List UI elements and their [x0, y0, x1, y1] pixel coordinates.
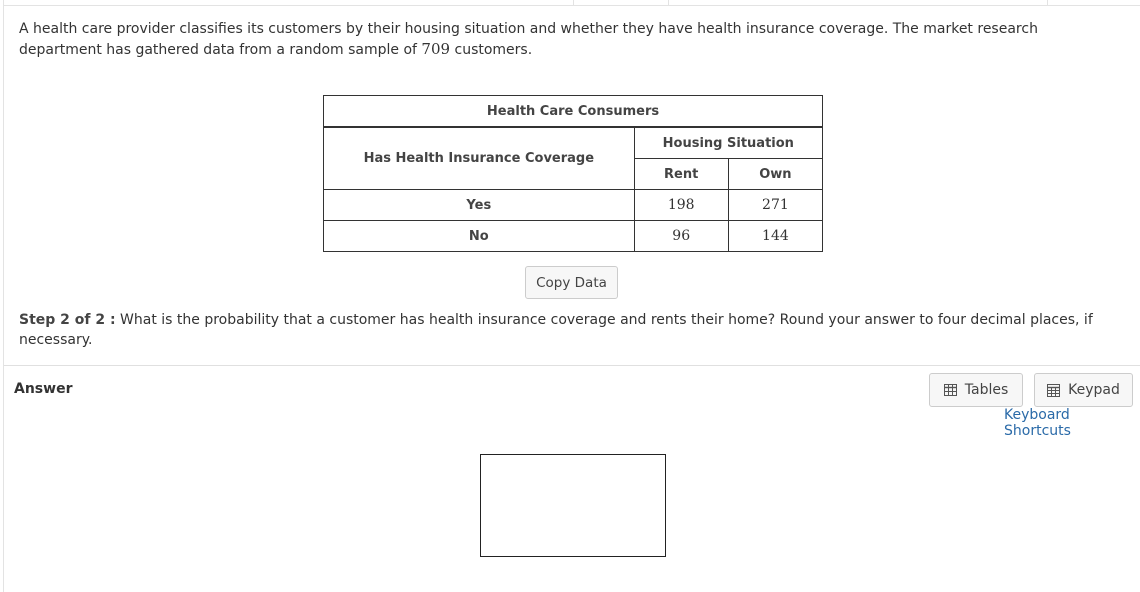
sample-size: 709: [421, 40, 451, 58]
cell-no-rent: 96: [634, 221, 728, 252]
intro-text-after: customers.: [450, 42, 533, 58]
tables-button[interactable]: [929, 373, 1023, 407]
keypad-button[interactable]: [1034, 373, 1133, 407]
col-group-header: Housing Situation: [634, 127, 822, 159]
contingency-table: [323, 95, 823, 252]
row-label-yes: Yes: [324, 190, 635, 221]
tables-label: Tables: [964, 382, 1009, 398]
cell-no-own: 144: [728, 221, 822, 252]
table-row: [324, 221, 823, 252]
row-label-no: No: [324, 221, 635, 252]
problem-intro: [19, 19, 1099, 60]
step-label: Step 2 of 2 :: [19, 312, 116, 328]
answer-input-box[interactable]: [480, 454, 666, 557]
section-divider: [4, 365, 1140, 366]
table-row: [324, 190, 823, 221]
copy-data-button[interactable]: Copy Data: [525, 266, 618, 299]
step-question-text: What is the probability that a customer has health insurance coverage and rents their home? Round your answer to four decimal places, if necessary.: [19, 312, 1093, 348]
table-grid-icon: [944, 384, 957, 396]
intro-text-before: A health care provider classifies its customers by their housing situation and whether they have health insurance coverage. The market research department has gathered data from a random sample of: [19, 21, 1038, 58]
cell-yes-rent: 198: [634, 190, 728, 221]
top-tab-strip: [4, 0, 1140, 6]
problem-panel: [3, 0, 1140, 592]
row-header: Has Health Insurance Coverage: [324, 127, 635, 190]
cell-yes-own: 271: [728, 190, 822, 221]
table-title: Health Care Consumers: [324, 96, 823, 128]
step-question: [19, 310, 1129, 350]
keypad-label: Keypad: [1068, 382, 1120, 398]
col-header-own: Own: [728, 159, 822, 190]
keypad-grid-icon: [1047, 384, 1060, 397]
keyboard-shortcuts-link[interactable]: Keyboard Shortcuts: [1004, 407, 1071, 439]
col-header-rent: Rent: [634, 159, 728, 190]
answer-label: Answer: [14, 381, 73, 397]
